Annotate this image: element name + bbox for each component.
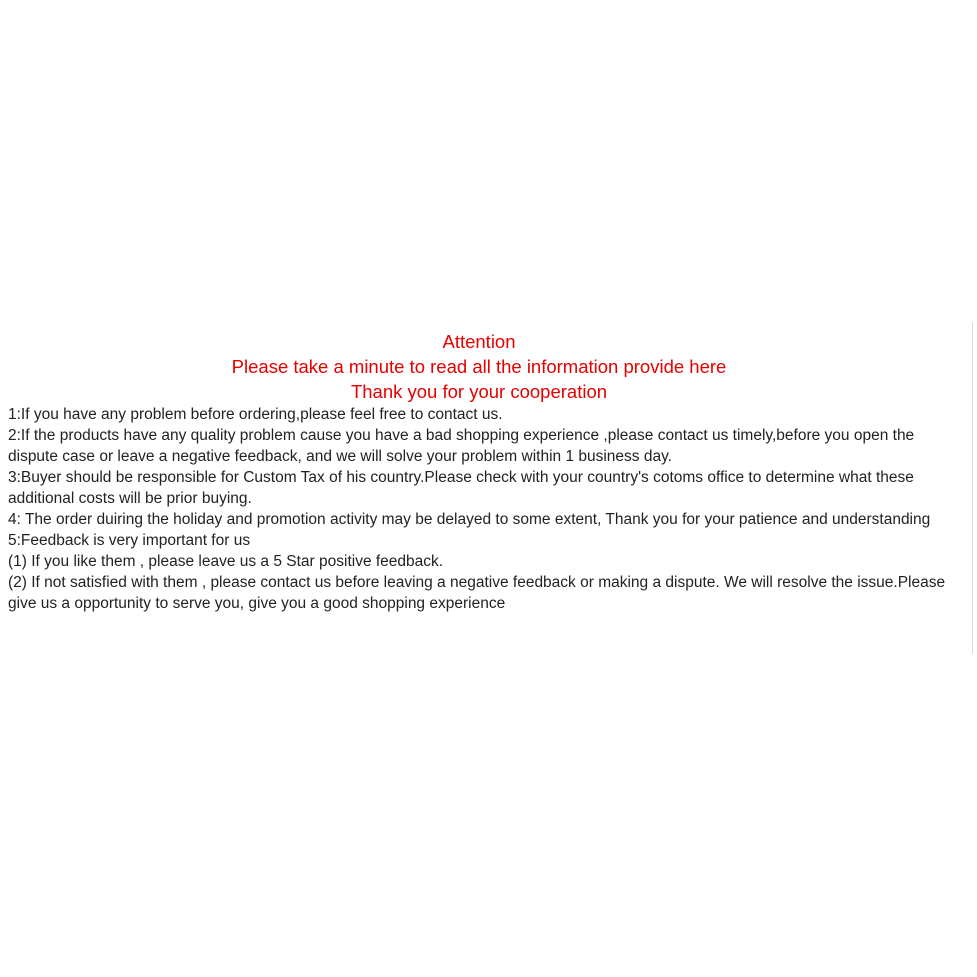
notice-item-3: 3:Buyer should be responsible for Custom Tax of his country.Please check with your country's cotoms office to determine what these additional costs will be prior buying. — [8, 469, 914, 507]
notice-thanks: Thank you for your cooperation — [350, 381, 608, 402]
notice-subtitle: Please take a minute to read all the information provide here — [231, 356, 727, 377]
notice-item-2: 2:If the products have any quality problem cause you have a bad shopping experience ,please contact us timely,before you open the dispute case or leave a negative feedback, and we will solve your problem within 1 business day. — [8, 427, 915, 465]
notice-item-5-2: (2) If not satisfied with them , please contact us before leaving a negative feedback or making a dispute. We will resolve the issue.Please give us a opportunity to serve you, give you a good shopping experience — [8, 574, 946, 612]
scrollbar-edge — [972, 322, 973, 654]
notice-body — [8, 404, 950, 614]
notice-item-1: 1:If you have any problem before ordering,please feel free to contact us. — [8, 406, 503, 423]
notice-title: Attention — [442, 331, 516, 352]
notice-header — [8, 329, 950, 404]
notice-item-5-1: (1) If you like them , please leave us a 5 Star positive feedback. — [8, 553, 444, 570]
attention-notice — [8, 329, 950, 614]
notice-item-5: 5:Feedback is very important for us — [8, 532, 251, 549]
notice-item-4: 4: The order duiring the holiday and promotion activity may be delayed to some extent, Thank you for your patience and understanding — [8, 511, 931, 528]
